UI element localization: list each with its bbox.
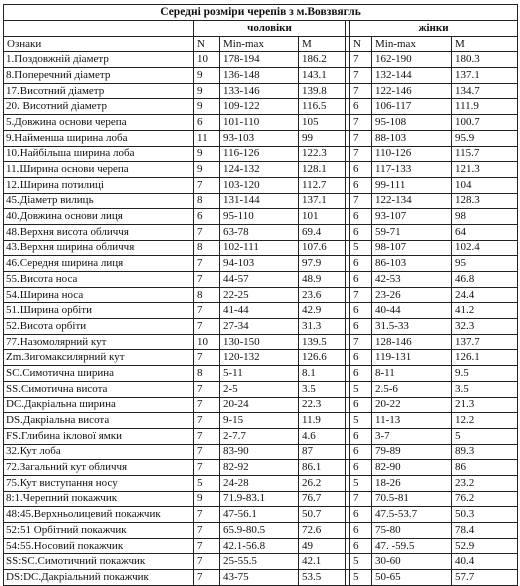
table-row (4, 554, 518, 570)
female-n-cell: 7 (350, 146, 372, 162)
female-range-cell: 75-80 (372, 523, 452, 539)
female-range-cell: 86-103 (372, 256, 452, 272)
male-n-cell: 9 (194, 83, 220, 99)
male-mean-cell: 105 (299, 115, 346, 131)
female-mean-cell: 128.3 (452, 193, 518, 209)
table-row (4, 507, 518, 523)
female-range-cell: 128-146 (372, 334, 452, 350)
female-range-cell: 23-26 (372, 287, 452, 303)
sign-cell: 8:1.Черепний покажчик (4, 491, 194, 507)
sign-cell: 46.Середня ширина лиця (4, 256, 194, 272)
male-n-cell: 5 (194, 475, 220, 491)
female-range-cell: 3-7 (372, 428, 452, 444)
male-mean-cell: 22.3 (299, 397, 346, 413)
female-n-cell: 7 (350, 491, 372, 507)
male-range-cell: 116-126 (220, 146, 299, 162)
female-n-cell: 6 (350, 209, 372, 225)
sign-cell: 11.Ширина основи черепа (4, 162, 194, 178)
male-n-cell: 9 (194, 99, 220, 115)
table-row (4, 83, 518, 99)
sign-cell: Zm.Зигомаксилярний кут (4, 350, 194, 366)
female-range-cell: 8-11 (372, 366, 452, 382)
female-mean-cell: 115.7 (452, 146, 518, 162)
sign-cell: DS.Дакріальна висота (4, 413, 194, 429)
female-range-cell: 50-65 (372, 570, 452, 586)
sign-cell: 54.Ширина носа (4, 287, 194, 303)
table-row (4, 115, 518, 131)
female-mean-cell: 3.5 (452, 381, 518, 397)
table-body (4, 52, 518, 585)
male-n-cell: 7 (194, 319, 220, 335)
male-range-cell: 133-146 (220, 83, 299, 99)
sign-cell: 45.Діаметр вилиць (4, 193, 194, 209)
male-n-cell: 8 (194, 366, 220, 382)
male-n-cell: 10 (194, 334, 220, 350)
female-range-cell: 162-190 (372, 52, 452, 68)
table-row (4, 538, 518, 554)
female-range-cell: 47. -59.5 (372, 538, 452, 554)
male-mean-cell: 128.1 (299, 162, 346, 178)
skull-measurements-table (3, 4, 518, 586)
table-row (4, 366, 518, 382)
female-n-cell: 7 (350, 83, 372, 99)
male-range-cell: 94-103 (220, 256, 299, 272)
male-range-cell: 130-150 (220, 334, 299, 350)
table-row (4, 287, 518, 303)
female-n-cell: 6 (350, 428, 372, 444)
column-header-male-range: Min-max (220, 36, 299, 52)
female-range-cell: 18-26 (372, 475, 452, 491)
female-n-cell: 6 (350, 460, 372, 476)
female-n-cell: 7 (350, 52, 372, 68)
male-mean-cell: 42.9 (299, 303, 346, 319)
female-range-cell: 119-131 (372, 350, 452, 366)
male-mean-cell: 42.1 (299, 554, 346, 570)
male-n-cell: 9 (194, 68, 220, 84)
male-mean-cell: 137.1 (299, 193, 346, 209)
female-mean-cell: 24.4 (452, 287, 518, 303)
male-n-cell: 7 (194, 272, 220, 288)
female-mean-cell: 180.3 (452, 52, 518, 68)
male-mean-cell: 53.5 (299, 570, 346, 586)
female-n-cell: 7 (350, 334, 372, 350)
female-range-cell: 132-144 (372, 68, 452, 84)
table-row (4, 162, 518, 178)
table-row (4, 334, 518, 350)
female-n-cell: 6 (350, 162, 372, 178)
table-row (4, 209, 518, 225)
male-mean-cell: 31.3 (299, 319, 346, 335)
male-n-cell: 6 (194, 115, 220, 131)
male-range-cell: 25-55.5 (220, 554, 299, 570)
female-mean-cell: 57.7 (452, 570, 518, 586)
sign-cell: 10.Найбільша ширина лоба (4, 146, 194, 162)
male-range-cell: 41-44 (220, 303, 299, 319)
female-n-cell: 6 (350, 538, 372, 554)
male-n-cell: 7 (194, 428, 220, 444)
sign-cell: DC.Дакріальна ширина (4, 397, 194, 413)
sign-cell: 12.Ширина потилиці (4, 177, 194, 193)
female-mean-cell: 89.3 (452, 444, 518, 460)
female-range-cell: 93-107 (372, 209, 452, 225)
female-mean-cell: 95 (452, 256, 518, 272)
male-mean-cell: 139.8 (299, 83, 346, 99)
sign-cell: 20. Висотний діаметр (4, 99, 194, 115)
male-range-cell: 95-110 (220, 209, 299, 225)
male-n-cell: 9 (194, 491, 220, 507)
column-header-female-mean: M (452, 36, 518, 52)
male-range-cell: 131-144 (220, 193, 299, 209)
female-range-cell: 88-103 (372, 130, 452, 146)
table-row (4, 460, 518, 476)
male-n-cell: 7 (194, 381, 220, 397)
female-mean-cell: 121.3 (452, 162, 518, 178)
female-n-cell: 7 (350, 68, 372, 84)
male-mean-cell: 4.6 (299, 428, 346, 444)
female-n-cell: 6 (350, 99, 372, 115)
sign-cell: 55.Висота носа (4, 272, 194, 288)
female-mean-cell: 134.7 (452, 83, 518, 99)
sign-cell: 40.Довжина основи лиця (4, 209, 194, 225)
male-mean-cell: 112.7 (299, 177, 346, 193)
female-mean-cell: 126.1 (452, 350, 518, 366)
table-row (4, 99, 518, 115)
male-n-cell: 7 (194, 554, 220, 570)
female-range-cell: 30-60 (372, 554, 452, 570)
male-n-cell: 7 (194, 177, 220, 193)
table-row (4, 240, 518, 256)
male-range-cell: 2-7.7 (220, 428, 299, 444)
male-mean-cell: 26.2 (299, 475, 346, 491)
male-n-cell: 10 (194, 52, 220, 68)
male-range-cell: 2-5 (220, 381, 299, 397)
table-row (4, 319, 518, 335)
sign-cell: SC.Симотична ширина (4, 366, 194, 382)
male-n-cell: 7 (194, 303, 220, 319)
column-header-female-range: Min-max (372, 36, 452, 52)
table-row (4, 381, 518, 397)
female-mean-cell: 76.2 (452, 491, 518, 507)
female-mean-cell: 137.7 (452, 334, 518, 350)
male-range-cell: 101-110 (220, 115, 299, 131)
male-range-cell: 82-92 (220, 460, 299, 476)
sign-cell: 32.Кут лоба (4, 444, 194, 460)
female-mean-cell: 5 (452, 428, 518, 444)
table-row (4, 475, 518, 491)
female-n-cell: 5 (350, 413, 372, 429)
sign-cell: 9.Найменша ширина лоба (4, 130, 194, 146)
female-mean-cell: 102.4 (452, 240, 518, 256)
female-n-cell: 7 (350, 115, 372, 131)
male-mean-cell: 101 (299, 209, 346, 225)
group-header-blank (4, 21, 194, 37)
female-range-cell: 11-13 (372, 413, 452, 429)
table-row (4, 523, 518, 539)
male-n-cell: 7 (194, 507, 220, 523)
female-n-cell: 6 (350, 350, 372, 366)
female-n-cell: 5 (350, 570, 372, 586)
male-range-cell: 63-78 (220, 224, 299, 240)
male-range-cell: 27-34 (220, 319, 299, 335)
table-title: Середні розміри черепів з м.Вовзвягль (4, 5, 518, 21)
female-mean-cell: 137.1 (452, 68, 518, 84)
female-range-cell: 99-111 (372, 177, 452, 193)
group-header-male: чоловіки (194, 21, 346, 37)
female-mean-cell: 40.4 (452, 554, 518, 570)
table-row (4, 413, 518, 429)
male-mean-cell: 49 (299, 538, 346, 554)
table-row (4, 256, 518, 272)
female-range-cell: 79-89 (372, 444, 452, 460)
male-mean-cell: 116.5 (299, 99, 346, 115)
male-mean-cell: 126.6 (299, 350, 346, 366)
male-range-cell: 43-75 (220, 570, 299, 586)
female-range-cell: 82-90 (372, 460, 452, 476)
female-n-cell: 6 (350, 397, 372, 413)
female-mean-cell: 100.7 (452, 115, 518, 131)
male-range-cell: 109-122 (220, 99, 299, 115)
female-mean-cell: 104 (452, 177, 518, 193)
male-mean-cell: 139.5 (299, 334, 346, 350)
group-header-female: жінки (350, 21, 518, 37)
female-range-cell: 20-22 (372, 397, 452, 413)
table-row (4, 68, 518, 84)
male-mean-cell: 48.9 (299, 272, 346, 288)
male-n-cell: 7 (194, 538, 220, 554)
male-range-cell: 47-56.1 (220, 507, 299, 523)
male-range-cell: 42.1-56.8 (220, 538, 299, 554)
female-mean-cell: 23.2 (452, 475, 518, 491)
female-mean-cell: 32.3 (452, 319, 518, 335)
male-range-cell: 120-132 (220, 350, 299, 366)
male-range-cell: 5-11 (220, 366, 299, 382)
table-row (4, 52, 518, 68)
male-mean-cell: 8.1 (299, 366, 346, 382)
male-mean-cell: 3.5 (299, 381, 346, 397)
female-n-cell: 7 (350, 287, 372, 303)
female-range-cell: 31.5-33 (372, 319, 452, 335)
female-range-cell: 106-117 (372, 99, 452, 115)
sign-cell: 17.Висотний діаметр (4, 83, 194, 99)
female-n-cell: 6 (350, 272, 372, 288)
male-mean-cell: 87 (299, 444, 346, 460)
female-range-cell: 40-44 (372, 303, 452, 319)
male-range-cell: 178-194 (220, 52, 299, 68)
female-n-cell: 6 (350, 224, 372, 240)
female-n-cell: 5 (350, 240, 372, 256)
sign-cell: DS:DC.Дакріальний покажчик (4, 570, 194, 586)
female-range-cell: 47.5-53.7 (372, 507, 452, 523)
male-mean-cell: 186.2 (299, 52, 346, 68)
female-range-cell: 110-126 (372, 146, 452, 162)
male-range-cell: 9-15 (220, 413, 299, 429)
male-mean-cell: 143.1 (299, 68, 346, 84)
sign-cell: 72.Загальний кут обличчя (4, 460, 194, 476)
male-n-cell: 7 (194, 224, 220, 240)
male-mean-cell: 122.3 (299, 146, 346, 162)
female-n-cell: 6 (350, 303, 372, 319)
male-mean-cell: 86.1 (299, 460, 346, 476)
column-header-row (4, 36, 518, 52)
sign-cell: 77.Назомолярний кут (4, 334, 194, 350)
sign-cell: 48.Верхня висота обличчя (4, 224, 194, 240)
female-mean-cell: 78.4 (452, 523, 518, 539)
male-n-cell: 8 (194, 287, 220, 303)
female-mean-cell: 9.5 (452, 366, 518, 382)
table-row (4, 224, 518, 240)
male-n-cell: 7 (194, 460, 220, 476)
female-n-cell: 6 (350, 319, 372, 335)
female-n-cell: 5 (350, 381, 372, 397)
male-n-cell: 6 (194, 209, 220, 225)
female-range-cell: 117-133 (372, 162, 452, 178)
male-n-cell: 11 (194, 130, 220, 146)
table-row (4, 570, 518, 586)
female-n-cell: 6 (350, 507, 372, 523)
male-mean-cell: 72.6 (299, 523, 346, 539)
female-mean-cell: 12.2 (452, 413, 518, 429)
male-mean-cell: 99 (299, 130, 346, 146)
female-range-cell: 42-53 (372, 272, 452, 288)
male-range-cell: 22-25 (220, 287, 299, 303)
male-mean-cell: 11.9 (299, 413, 346, 429)
table-row (4, 491, 518, 507)
sign-cell: 52:51 Орбітний покажчик (4, 523, 194, 539)
male-n-cell: 7 (194, 570, 220, 586)
sign-cell: 54:55.Носовий покажчик (4, 538, 194, 554)
female-range-cell: 59-71 (372, 224, 452, 240)
male-range-cell: 102-111 (220, 240, 299, 256)
male-n-cell: 9 (194, 162, 220, 178)
column-header-sign: Ознаки (4, 36, 194, 52)
male-range-cell: 83-90 (220, 444, 299, 460)
female-n-cell: 6 (350, 256, 372, 272)
female-mean-cell: 52.9 (452, 538, 518, 554)
table-row (4, 303, 518, 319)
female-range-cell: 2.5-6 (372, 381, 452, 397)
female-range-cell: 70.5-81 (372, 491, 452, 507)
sign-cell: 43.Верхня ширина обличчя (4, 240, 194, 256)
sign-cell: 5.Довжина основи черепа (4, 115, 194, 131)
female-n-cell: 5 (350, 554, 372, 570)
female-n-cell: 6 (350, 366, 372, 382)
female-mean-cell: 50.3 (452, 507, 518, 523)
column-header-male-n: N (194, 36, 220, 52)
male-n-cell: 9 (194, 146, 220, 162)
table-row (4, 272, 518, 288)
sign-cell: FS.Глибина іклової ямки (4, 428, 194, 444)
table-row (4, 130, 518, 146)
male-mean-cell: 50.7 (299, 507, 346, 523)
female-range-cell: 95-108 (372, 115, 452, 131)
male-range-cell: 103-120 (220, 177, 299, 193)
table-row (4, 193, 518, 209)
male-range-cell: 20-24 (220, 397, 299, 413)
male-mean-cell: 107.6 (299, 240, 346, 256)
sign-cell: SS:SC.Симотичний покажчик (4, 554, 194, 570)
female-mean-cell: 64 (452, 224, 518, 240)
male-n-cell: 7 (194, 350, 220, 366)
table-row (4, 146, 518, 162)
male-range-cell: 65.9-80.5 (220, 523, 299, 539)
male-mean-cell: 97.9 (299, 256, 346, 272)
male-n-cell: 7 (194, 256, 220, 272)
female-range-cell: 98-107 (372, 240, 452, 256)
female-n-cell: 7 (350, 193, 372, 209)
table-row (4, 444, 518, 460)
table-row (4, 397, 518, 413)
male-mean-cell: 23.6 (299, 287, 346, 303)
column-header-male-mean: M (299, 36, 346, 52)
sign-cell: 52.Висота орбіти (4, 319, 194, 335)
male-range-cell: 44-57 (220, 272, 299, 288)
female-mean-cell: 86 (452, 460, 518, 476)
female-mean-cell: 95.9 (452, 130, 518, 146)
male-range-cell: 93-103 (220, 130, 299, 146)
female-n-cell: 6 (350, 177, 372, 193)
female-range-cell: 122-146 (372, 83, 452, 99)
female-mean-cell: 111.9 (452, 99, 518, 115)
sign-cell: 1.Поздовжній діаметр (4, 52, 194, 68)
male-range-cell: 24-28 (220, 475, 299, 491)
female-n-cell: 5 (350, 475, 372, 491)
female-n-cell: 7 (350, 130, 372, 146)
male-mean-cell: 69.4 (299, 224, 346, 240)
female-n-cell: 6 (350, 523, 372, 539)
male-range-cell: 136-148 (220, 68, 299, 84)
group-row (4, 21, 518, 37)
female-mean-cell: 98 (452, 209, 518, 225)
table-row (4, 350, 518, 366)
male-mean-cell: 76.7 (299, 491, 346, 507)
male-n-cell: 7 (194, 397, 220, 413)
column-header-female-n: N (350, 36, 372, 52)
female-mean-cell: 21.3 (452, 397, 518, 413)
sign-cell: 48:45.Верхньолицевий покажчик (4, 507, 194, 523)
female-n-cell: 6 (350, 444, 372, 460)
sign-cell: 8.Поперечний діаметр (4, 68, 194, 84)
male-n-cell: 7 (194, 444, 220, 460)
table-row (4, 428, 518, 444)
sign-cell: 75.Кут виступання носу (4, 475, 194, 491)
male-n-cell: 8 (194, 193, 220, 209)
male-n-cell: 7 (194, 523, 220, 539)
male-range-cell: 124-132 (220, 162, 299, 178)
female-mean-cell: 41.2 (452, 303, 518, 319)
male-n-cell: 7 (194, 413, 220, 429)
male-range-cell: 71.9-83.1 (220, 491, 299, 507)
sign-cell: SS.Симотична висота (4, 381, 194, 397)
title-row (4, 5, 518, 21)
male-n-cell: 8 (194, 240, 220, 256)
female-range-cell: 122-134 (372, 193, 452, 209)
sign-cell: 51.Ширина орбіти (4, 303, 194, 319)
female-mean-cell: 46.8 (452, 272, 518, 288)
table-row (4, 177, 518, 193)
